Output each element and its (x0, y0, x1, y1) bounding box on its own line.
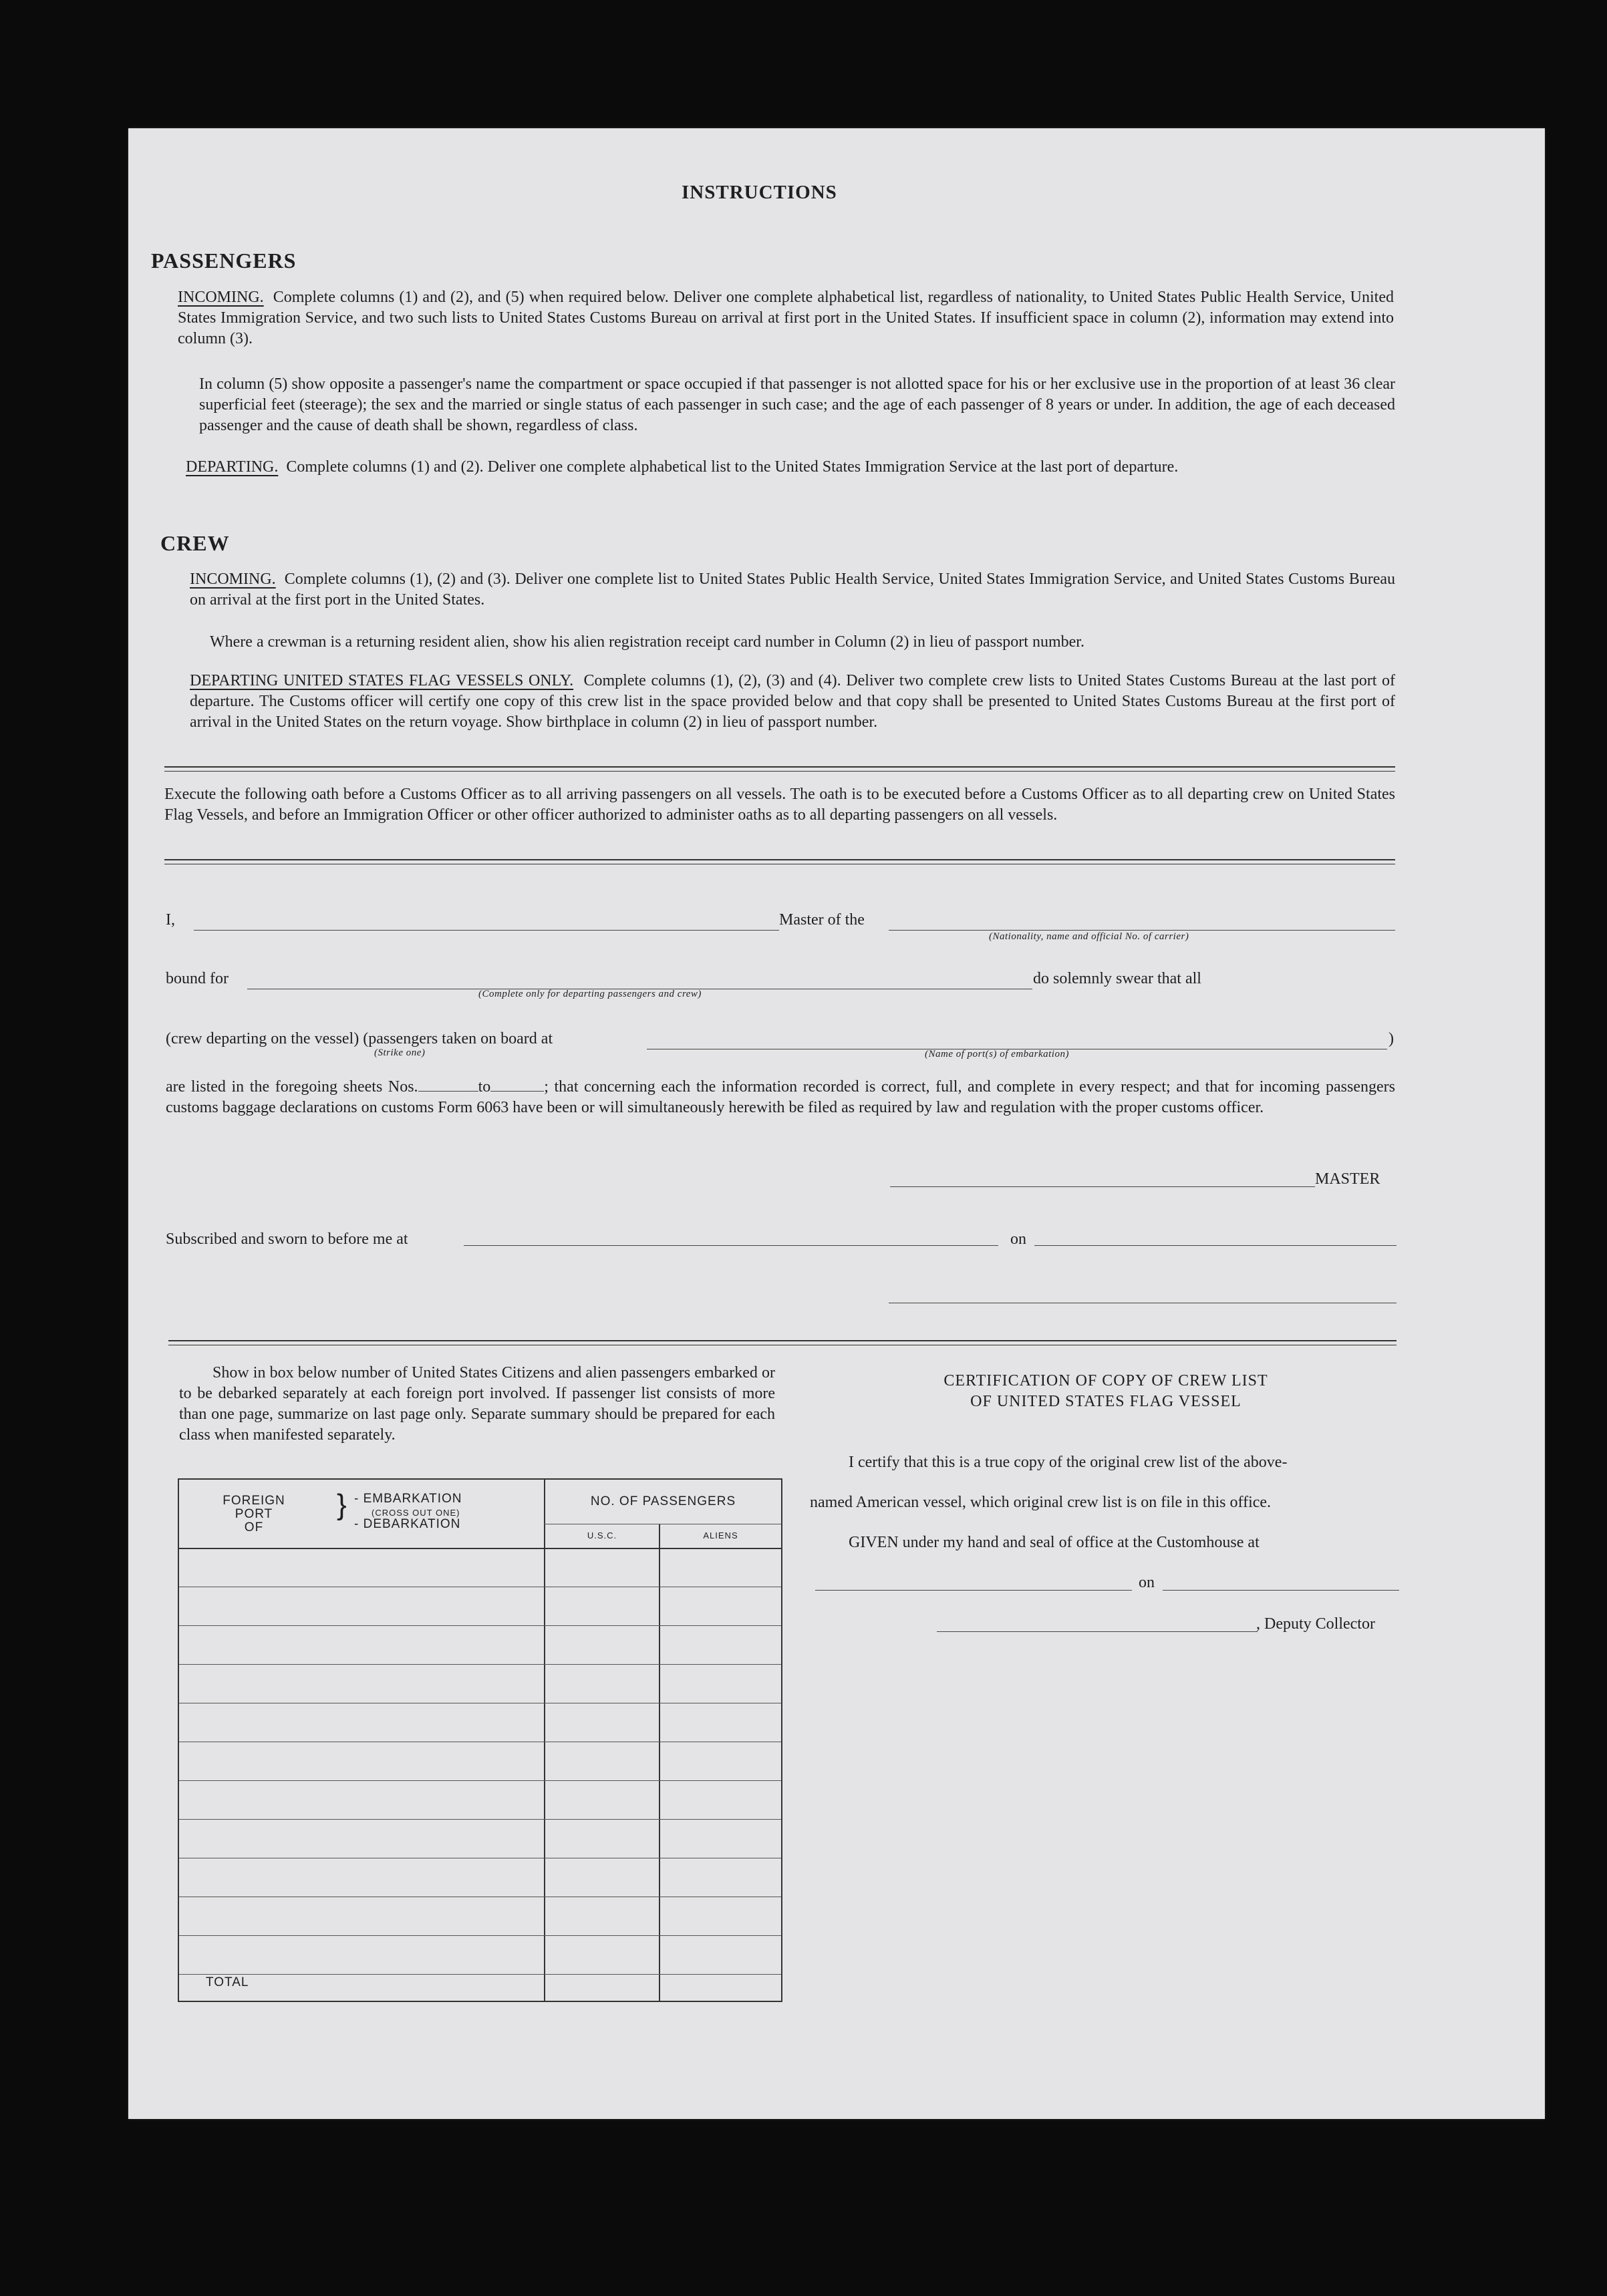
nationality-caption: (Nationality, name and official No. of carrier) (989, 931, 1189, 942)
col-foreign-label: FOREIGN (223, 1494, 285, 1508)
usc-header: U.S.C. (587, 1530, 617, 1540)
master-name-line[interactable] (194, 930, 779, 931)
embarkation-label: - EMBARKATION (354, 1492, 462, 1506)
table-row (179, 1819, 781, 1820)
total-label: TOTAL (206, 1975, 249, 1989)
listed-text-part2: ; that concerning each the information recorded is correct, full, and complete in every respect; and that for incoming passengers customs baggage declarations on customs Form 6063 have been or will simultaneously herewith be filed as required by law and regulation with the proper customs officer. (166, 1078, 1395, 1116)
certify-line2: named American vessel, which original crew list is on file in this office. (810, 1494, 1272, 1511)
crew-departing-paragraph (190, 671, 1395, 733)
customhouse-date-line[interactable] (1163, 1590, 1399, 1591)
deputy-collector-label: , Deputy Collector (1256, 1615, 1375, 1633)
divider-rule (164, 771, 1395, 772)
deputy-signature-line[interactable] (937, 1631, 1258, 1632)
subscribed-date-line[interactable] (1034, 1245, 1397, 1246)
col-of-label: OF (244, 1520, 264, 1534)
crew-departing-text: Complete columns (1), (2), (3) and (4). Deliver two complete crew lists to United States Customs Bureau at the last port of departure. The Customs officer will certify one copy of this crew list in the space provided below and that copy shall be presented to United States Customs Bureau at the first port of arrival in the United States on the return voyage. Show birthplace in column (2) in lieu of passport number. (190, 672, 1396, 731)
bracket-glyph: } (337, 1488, 347, 1521)
oath-master-of-the: Master of the (779, 911, 865, 929)
crew-incoming-label: INCOMING. (190, 570, 276, 588)
customhouse-place-line[interactable] (815, 1590, 1132, 1591)
master-signature-line[interactable] (890, 1186, 1315, 1187)
crew-incoming-text: Complete columns (1), (2) and (3). Deliver one complete list to United States Public Health Service, United States Immigration Service, and United States Customs Bureau on arrival at the first port in the United States. (190, 570, 1396, 609)
certification-heading-line2: OF UNITED STATES FLAG VESSEL (970, 1393, 1241, 1410)
certify-line3: GIVEN under my hand and seal of office at the Customhouse at (849, 1534, 1260, 1551)
col-port-label: PORT (235, 1507, 273, 1521)
passengers-column5-paragraph: In column (5) show opposite a passenger's name the compartment or space occupied if that passenger is not allotted space for his or her exclusive use in the proportion of at least 36 clear superficial feet (steerage); the sex and the married or single status of each passenger in such case; and the age of each passenger of 8 years or under. In addition, the age of each deceased passenger and the cause of death shall be shown, regardless of class. (199, 375, 1395, 434)
listed-text-part1: are listed in the foregoing sheets Nos. (166, 1078, 418, 1096)
passengers-incoming-paragraph (178, 287, 1394, 349)
certification-heading (835, 1371, 1376, 1412)
table-header-bottom (179, 1548, 781, 1549)
passengers-incoming-text: Complete columns (1) and (2), and (5) when required below. Deliver one complete alphabetical list, regardless of nationality, to United States Public Health Service, United States Immigration Service, and two such lists to United States Customs Bureau on arrival at first port in the United States. If insufficient space in column (2), information may extend into column (3). (178, 289, 1395, 347)
listed-to: to (478, 1078, 491, 1096)
divider-rule (168, 1340, 1397, 1341)
close-paren: ) (1389, 1030, 1394, 1047)
listed-paragraph (166, 1077, 1395, 1118)
certify-line1: I certify that this is a true copy of the original crew list of the above- (849, 1454, 1288, 1471)
page-title: INSTRUCTIONS (682, 182, 837, 203)
table-row (179, 1625, 781, 1626)
aliens-header: ALIENS (703, 1530, 738, 1540)
summary-note: Show in box below number of United States Citizens and alien passengers embarked or to be debarked separately at each foreign port involved. If passenger list consists of more than one page, summarize on last page only. Separate summary should be prepared for each class when manifested separately. (179, 1364, 775, 1444)
divider-rule (164, 859, 1395, 860)
passengers-heading: PASSENGERS (151, 249, 297, 273)
bound-for-label: bound for (166, 970, 229, 987)
subscribed-text: Subscribed and sworn to before me at (166, 1231, 408, 1248)
strike-one-caption: (Strike one) (374, 1047, 426, 1058)
crew-departing-text: (crew departing on the vessel) (passengers taken on board at (166, 1030, 553, 1047)
passengers-departing-paragraph (186, 457, 1395, 478)
crew-departing-label: DEPARTING UNITED STATES FLAG VESSELS ONLY. (190, 672, 574, 689)
complete-only-caption: (Complete only for departing passengers and crew) (478, 989, 702, 999)
certification-heading-line1: CERTIFICATION OF COPY OF CREW LIST (943, 1372, 1268, 1389)
do-solemnly-text: do solemnly swear that all (1033, 970, 1201, 987)
oath-i-label: I, (166, 911, 175, 929)
subscribed-place-line[interactable] (464, 1245, 998, 1246)
table-row (179, 1935, 781, 1936)
carrier-line[interactable] (889, 930, 1395, 931)
table-col-divider (544, 1480, 545, 2001)
cross-out-label: (CROSS OUT ONE) (372, 1508, 460, 1518)
table-row (179, 1780, 781, 1781)
passengers-incoming-label: INCOMING. (178, 289, 264, 306)
crew-heading: CREW (160, 531, 230, 555)
table-col-divider (659, 1524, 660, 2001)
crew-resident-paragraph: Where a crewman is a returning resident alien, show his alien registration receipt card number in Column (2) in lieu of passport number. (210, 633, 1084, 651)
debarkation-label: - DEBARKATION (354, 1517, 461, 1531)
sheet-from-line[interactable] (418, 1091, 478, 1092)
divider-rule (164, 766, 1395, 768)
master-label: MASTER (1315, 1170, 1380, 1188)
table-row (179, 1974, 781, 1975)
oath-intro: Execute the following oath before a Customs Officer as to all arriving passengers on all vessels. The oath is to be executed before a Customs Officer as to all departing crew on United States Flag Vessels, and before an Immigration Officer or other officer authorized to administer oaths as to all departing passengers on all vessels. (164, 786, 1395, 824)
certify-on-label: on (1139, 1574, 1155, 1591)
sheet-to-line[interactable] (490, 1091, 544, 1092)
passenger-summary-table (178, 1478, 782, 2002)
table-row (179, 1664, 781, 1665)
subscribed-on-label: on (1010, 1231, 1026, 1248)
no-of-passengers-header: NO. OF PASSENGERS (590, 1494, 736, 1508)
port-caption: (Name of port(s) of embarkation) (925, 1049, 1069, 1059)
passengers-departing-label: DEPARTING. (186, 458, 279, 476)
col-foreign-port (221, 1494, 287, 1534)
passengers-departing-text: Complete columns (1) and (2). Deliver one complete alphabetical list to the United States Immigration Service at the last port of departure. (286, 458, 1179, 476)
crew-incoming-paragraph (190, 569, 1395, 611)
